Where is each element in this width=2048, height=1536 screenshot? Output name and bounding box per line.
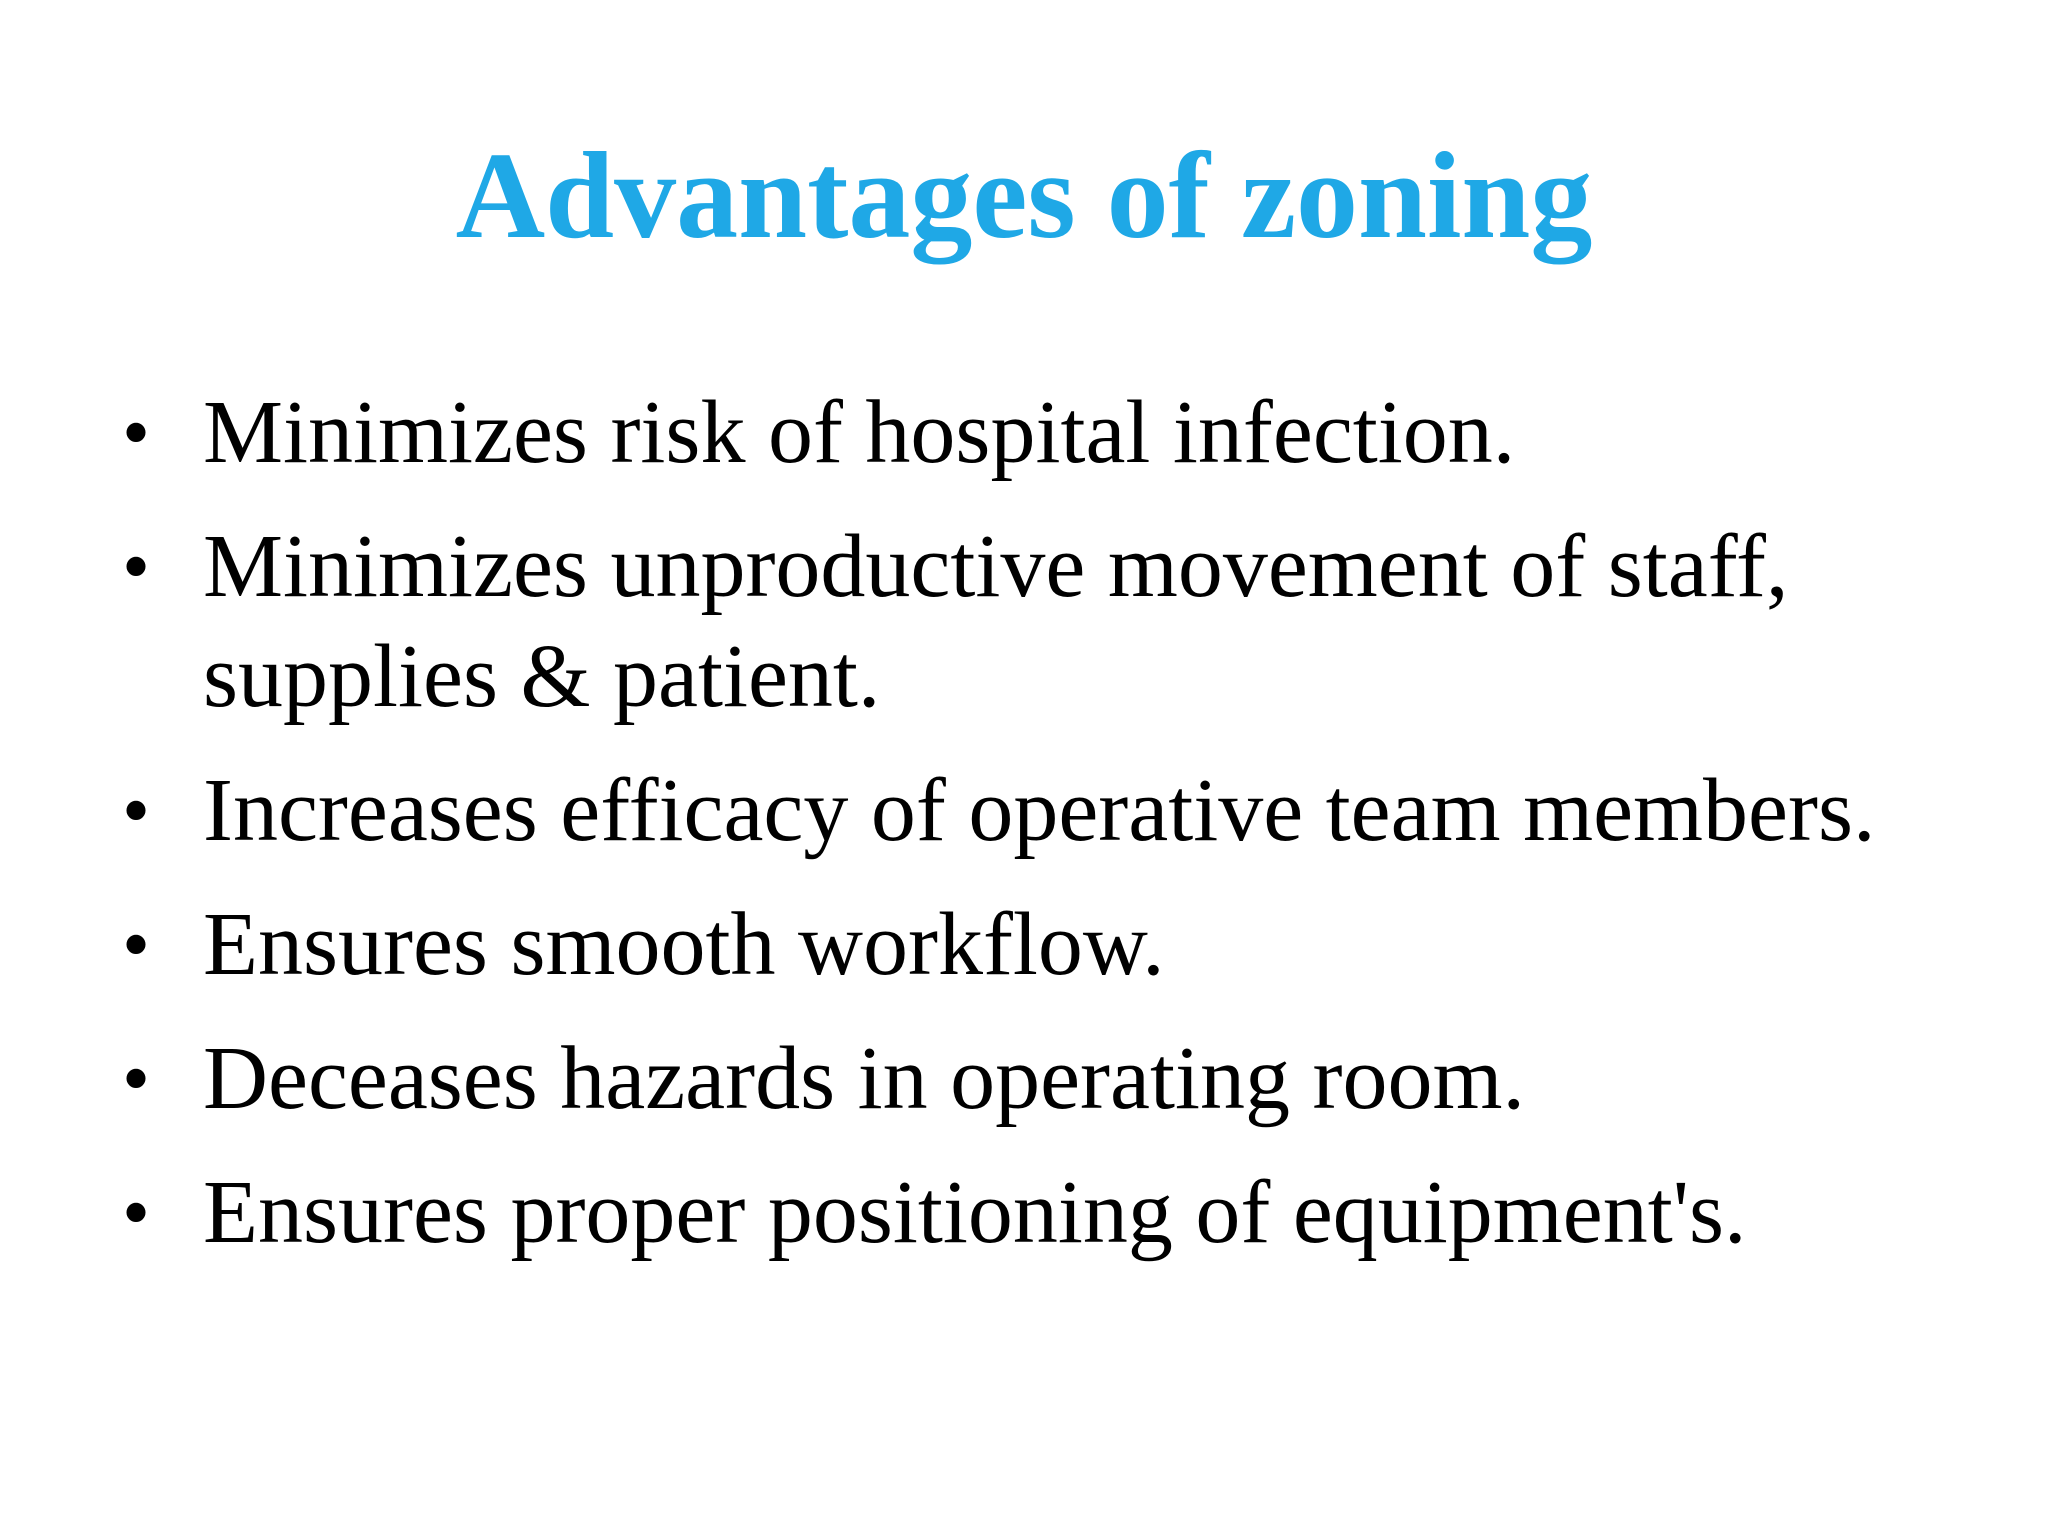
- list-item: [118, 1024, 1978, 1134]
- list-item-text: Deceases hazards in operating room.: [203, 1029, 1525, 1128]
- bullet-icon: •: [122, 767, 151, 855]
- bullet-list: [118, 378, 1978, 1292]
- list-item-text: Ensures smooth workflow.: [203, 895, 1165, 994]
- list-item: [118, 1158, 1978, 1268]
- bullet-icon: •: [122, 389, 151, 477]
- list-item-text: Increases efficacy of operative team members.: [203, 761, 1876, 860]
- list-item: [118, 512, 1978, 732]
- slide-title: Advantages of zoning: [455, 127, 1593, 264]
- bullet-icon: •: [122, 1169, 151, 1257]
- list-item: [118, 890, 1978, 1000]
- list-item: [118, 756, 1978, 866]
- bullet-icon: •: [122, 1035, 151, 1123]
- bullet-icon: •: [122, 901, 151, 989]
- list-item-text: Ensures proper positioning of equipment's.: [203, 1163, 1747, 1262]
- list-item-text: Minimizes unproductive movement of staff, supplies & patient.: [203, 517, 1789, 726]
- list-item-text: Minimizes risk of hospital infection.: [203, 383, 1516, 482]
- bullet-icon: •: [122, 523, 151, 611]
- list-item: [118, 378, 1978, 488]
